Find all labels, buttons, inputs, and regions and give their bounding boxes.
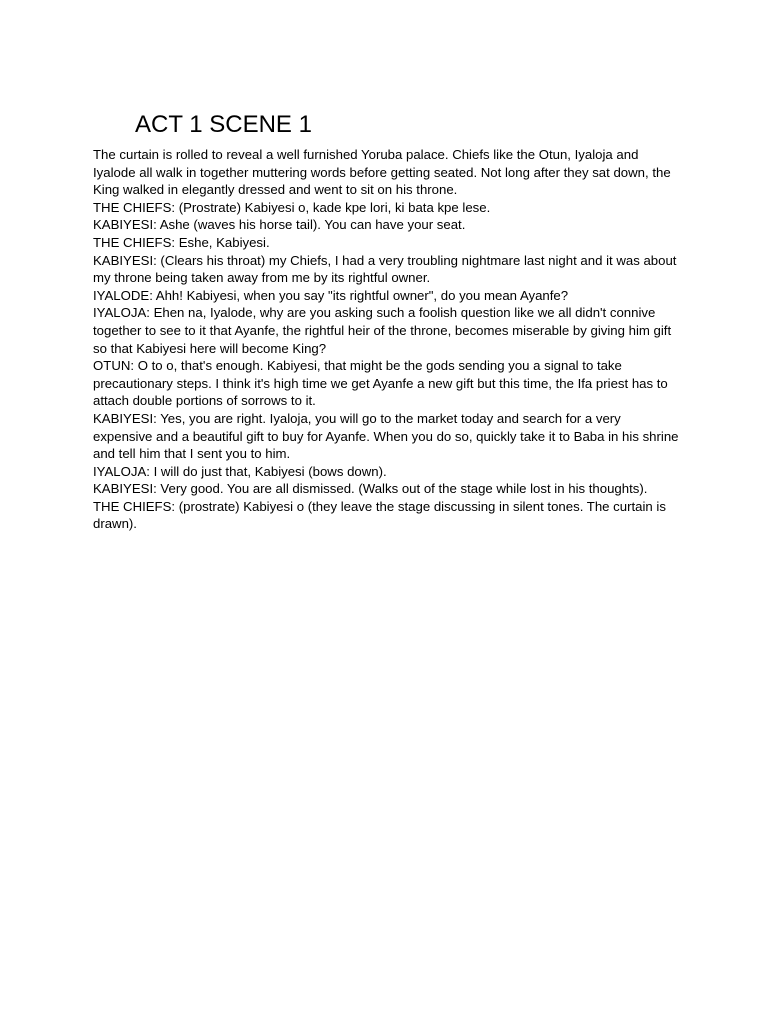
scene-heading: ACT 1 SCENE 1: [135, 111, 312, 138]
dialogue-line: THE CHIEFS: (Prostrate) Kabiyesi o, kade kpe lori, ki bata kpe lese.: [93, 199, 491, 215]
dialogue-line: IYALOJA: Ehen na, Iyalode, why are you asking such a foolish question like we all didn't connive together to see to it that Ayanfe, the rightful heir of the throne, becomes miserable by giving him gift so that Kabiyesi here will become King?: [93, 305, 672, 356]
dialogue-line: THE CHIEFS: (prostrate) Kabiyesi o (they leave the stage discussing in silent tones. The curtain is drawn).: [93, 498, 666, 532]
dialogue-line: KABIYESI: Very good. You are all dismissed. (Walks out of the stage while lost in his thoughts).: [93, 481, 648, 497]
dialogue-line: IYALODE: Ahh! Kabiyesi, when you say "its rightful owner", do you mean Ayanfe?: [93, 287, 569, 303]
dialogue-line: KABIYESI: (Clears his throat) my Chiefs, I had a very troubling nightmare last night and it was about my throne being taken away from me by its rightful owner.: [93, 252, 677, 286]
script-body: [93, 146, 683, 533]
stage-direction-opening: The curtain is rolled to reveal a well furnished Yoruba palace. Chiefs like the Otun, Iyaloja and Iyalode all walk in together muttering words before getting seated. Not long after they sat down, the King walked in elegantly dressed and went to sit on his throne.: [93, 147, 671, 198]
dialogue-line: IYALOJA: I will do just that, Kabiyesi (bows down).: [93, 463, 387, 479]
dialogue-line: KABIYESI: Yes, you are right. Iyaloja, you will go to the market today and search for a very expensive and a beautiful gift to buy for Ayanfe. When you do so, quickly take it to Baba in his shrine and tell him that I sent you to him.: [93, 410, 679, 462]
dialogue-line: THE CHIEFS: Eshe, Kabiyesi.: [93, 234, 270, 250]
dialogue-line: KABIYESI: Ashe (waves his horse tail). You can have your seat.: [93, 217, 466, 233]
dialogue-line: OTUN: O to o, that's enough. Kabiyesi, that might be the gods sending you a signal to take precautionary steps. I think it's high time we get Ayanfe a new gift but this time, the Ifa priest has to attach double portions of sorrows to it.: [93, 358, 668, 409]
